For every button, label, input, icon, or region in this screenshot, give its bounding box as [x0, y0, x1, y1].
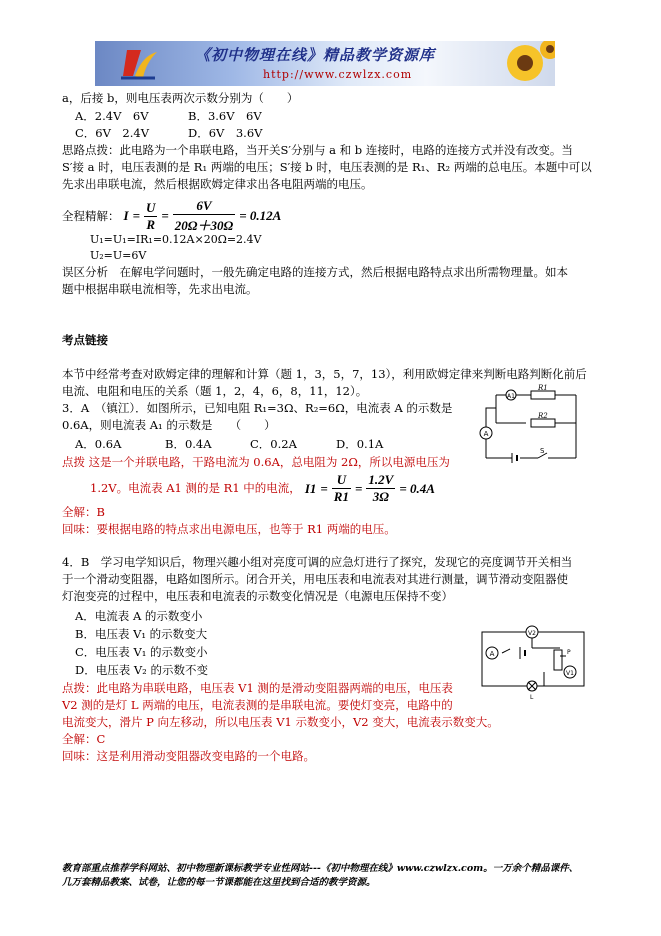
- formula-result: = 0.12A: [239, 208, 282, 223]
- label-l: L: [530, 694, 534, 700]
- solution-line-1: U₁=U₁=IR₁=0.12A×20Ω=2.4V: [90, 233, 262, 246]
- fraction-denominator: R1: [333, 489, 349, 504]
- formula-equals: =: [132, 208, 140, 223]
- q4-answer: 全解：C: [62, 732, 106, 746]
- label-r2: R2: [538, 412, 548, 420]
- formula-equals: =: [161, 208, 169, 223]
- label-a1: A1: [507, 393, 515, 400]
- q3-option-b: B．0.4A: [165, 437, 212, 451]
- q3-circuit-diagram: [476, 383, 596, 468]
- fraction-numerator: U: [332, 472, 351, 489]
- fraction-numerator: 6V: [173, 198, 235, 215]
- label-s: S: [540, 447, 545, 455]
- footer-line: 几万套精品教案、试卷，让您的每一节课都能在这里找到合适的教学资源。: [62, 877, 376, 888]
- header-banner: [95, 41, 555, 86]
- q3-hint-line: 点拨 这是一个并联电路，干路电流为 0.6A，总电阻为 2Ω，所以电源电压为: [62, 455, 450, 469]
- formula-result: = 0.4A: [399, 480, 435, 496]
- analysis-line: 思路点拨：此电路为一个串联电路，当开关S′分别与 a 和 b 连接时，电路的连接方式并没有改变。当: [62, 143, 573, 157]
- section-intro-line: 本节中经常考查对欧姆定律的理解和计算（题 1，3，5，7，13），利用欧姆定律来判断电路判断化前后: [62, 367, 587, 381]
- analysis-line: S′接 a 时，电压表测的是 R₁ 两端的电压；S′接 b 时，电压表测的是 R₁、R₂ 两端的总电压。本题中可以: [62, 160, 592, 174]
- q4-stem-line: 于一个滑动变阻器，电路如图所示。闭合开关，用电压表和电流表对其进行测量，调节滑动变阻器使: [62, 572, 568, 586]
- solution-label: 全程精解：: [62, 208, 120, 223]
- q3-option-c: C．0.2A: [250, 437, 297, 451]
- option-b: B．3.6V 6V: [188, 109, 262, 123]
- q3-formula: [90, 472, 435, 505]
- option-a: A．2.4V 6V: [75, 109, 149, 123]
- q4-option-a: A．电流表 A 的示数变小: [75, 609, 203, 623]
- q3-hint-line: 1.2V。电流表 A1 测的是 R1 中的电流，: [90, 481, 301, 495]
- q4-stem-line: 灯泡变亮的过程中，电压表和电流表的示数变化情况是（电源电压保持不变）: [62, 589, 453, 603]
- banner-title: 《初中物理在线》精品教学资源库: [195, 46, 436, 64]
- q3-answer: 全解：B: [62, 505, 105, 519]
- solution-line-2: U₂=U=6V: [90, 249, 147, 262]
- analysis-line: 先求出串联电流，然后根据欧姆定律求出各电阻两端的电压。: [62, 177, 373, 191]
- option-d: D．6V 3.6V: [188, 126, 263, 140]
- banner-url[interactable]: http://www.czwlzx.com: [263, 68, 413, 81]
- q4-option-d: D．电压表 V₂ 的示数不变: [75, 663, 208, 677]
- fraction-values: [173, 198, 235, 234]
- section-intro-line: 电流、电阻和电压的关系（题 1，2，4，6，8，11，12）。: [62, 384, 368, 398]
- fraction-denominator: R: [146, 216, 156, 232]
- q4-hint-line: V2 测的是灯 L 两端的电压，电流表测的是串联电流。要使灯变亮，电路中的: [62, 698, 453, 712]
- fraction-u-over-r: [144, 200, 157, 233]
- q4-stem-line: 4．B 学习电学知识后，物理兴趣小组对亮度可调的应急灯进行了探究，发现它的亮度调节开关相当: [62, 555, 573, 569]
- site-logo-icon: [119, 46, 159, 82]
- fraction-values: [366, 472, 395, 505]
- footer-line: 教育部重点推荐学科网站、初中物理新课标教学专业性网站---《初中物理在线》www.czwlzx.com。一万余个精品课件、: [62, 863, 579, 874]
- fraction-numerator: U: [145, 199, 156, 215]
- sunflower-icon: [495, 41, 555, 86]
- option-c: C．6V 2.4V: [75, 126, 150, 140]
- q3-option-a: A．0.6A: [75, 437, 122, 451]
- section-heading: 考点链接: [62, 333, 108, 347]
- label-p: P: [567, 649, 571, 656]
- misconception-line: 题中根据串联电流相等，先求出电流。: [62, 282, 258, 296]
- q3-review: 回味：要根据电路的特点求出电源电压，也等于 R1 两端的电压。: [62, 522, 396, 536]
- q4-hint-line: 电流变大，滑片 P 向左移动，所以电压表 V1 示数变小，V2 变大，电流表示数变大。: [62, 715, 499, 729]
- label-v1: V1: [566, 670, 574, 677]
- formula-lhs: I: [123, 208, 129, 223]
- formula-equals: =: [354, 480, 363, 496]
- q4-hint-line: 点拨：此电路为串联电路，电压表 V1 测的是滑动变阻器两端的电压，电压表: [62, 681, 453, 695]
- fraction-denominator: 20Ω＋30Ω: [174, 218, 234, 233]
- q4-option-b: B．电压表 V₁ 的示数变大: [75, 627, 208, 641]
- solution-formula: [62, 198, 281, 234]
- fraction-u-over-r1: [332, 472, 351, 505]
- q3-stem-line: 0.6A，则电流表 A₁ 的示数是 （ ）: [62, 418, 276, 432]
- q3-stem-line: 3．A （镇江）．如图所示，已知电阻 R₁=3Ω、R₂=6Ω，电流表 A 的示数是: [62, 401, 453, 415]
- fraction-denominator: 3Ω: [372, 489, 389, 504]
- formula-lhs: I1: [304, 480, 317, 496]
- question-stem-continuation: a，后接 b，则电压表两次示数分别为（ ）: [62, 91, 299, 105]
- label-a: A: [483, 430, 489, 438]
- q4-option-c: C．电压表 V₁ 的示数变小: [75, 645, 208, 659]
- q3-option-d: D．0.1A: [336, 437, 384, 451]
- misconception-line: 误区分析 在解电学问题时，一般先确定电路的连接方式，然后根据电路特点求出所需物理量。如本: [62, 265, 568, 279]
- formula-equals: =: [320, 480, 328, 496]
- label-a: A: [489, 650, 495, 658]
- label-v2: V2: [528, 630, 536, 637]
- q4-circuit-diagram: [470, 620, 595, 700]
- q4-review: 回味：这是利用滑动变阻器改变电路的一个电路。: [62, 749, 315, 763]
- label-r1: R1: [538, 384, 548, 392]
- fraction-numerator: 1.2V: [368, 472, 394, 487]
